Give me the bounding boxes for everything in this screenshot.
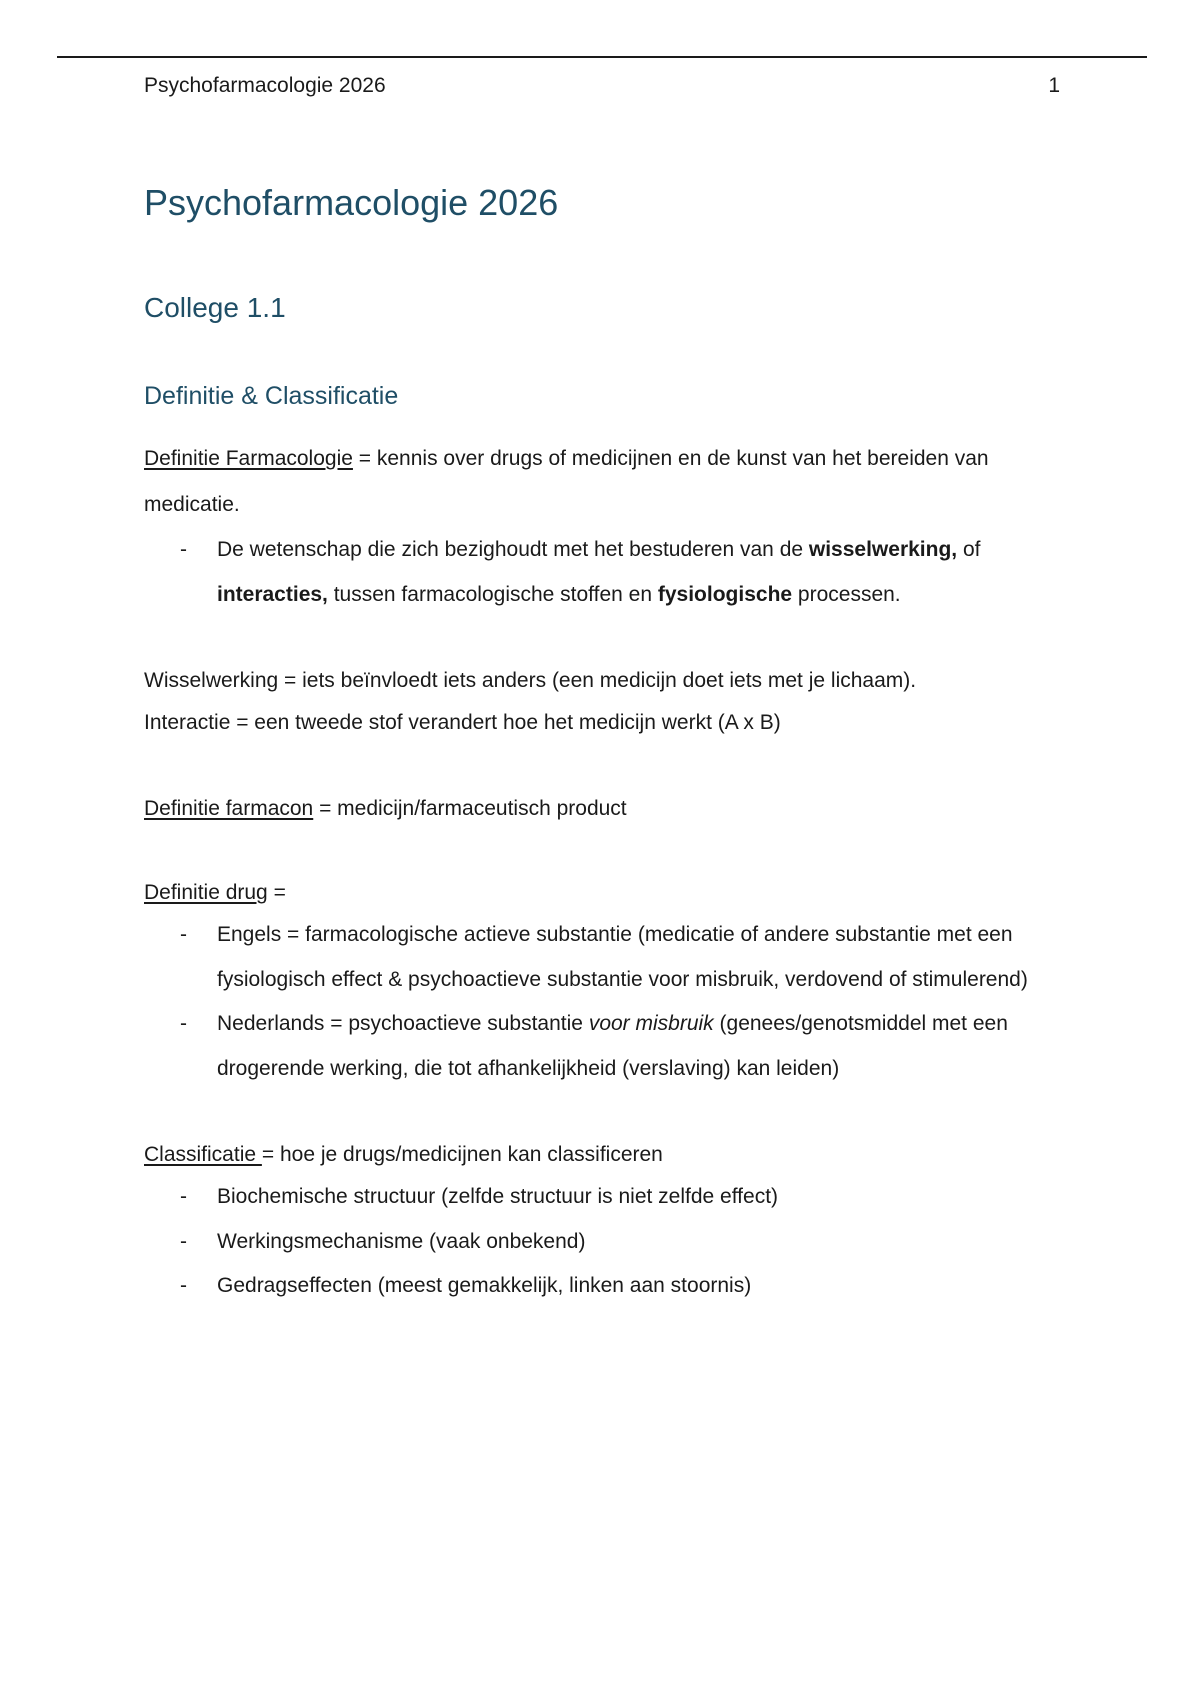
classificatie-text: = hoe je drugs/medicijnen kan classificeren [261, 1143, 663, 1166]
classificatie-list [144, 1175, 1064, 1309]
bold-text: fysiologische [657, 582, 793, 606]
bold-text: interacties, [217, 582, 328, 606]
list-item [217, 1002, 1064, 1091]
section-heading: Definitie & Classificatie [144, 382, 399, 410]
italic-text: voor misbruik [588, 1012, 714, 1035]
bullet-text: tussen farmacologische stoffen en [327, 582, 658, 606]
bullet-text: (genees/genotsmiddel met een drogerende werking, die tot afhankelijkheid (verslaving) kan leiden) [217, 1012, 1008, 1080]
farmacon-definition [144, 789, 1064, 829]
college-heading: College 1.1 [144, 292, 286, 323]
document-title: Psychofarmacologie 2026 [144, 182, 559, 223]
list-item: - Werkingsmechanisme (vaak onbekend) [217, 1220, 1064, 1265]
running-header-title: Psychofarmacologie 2026 [144, 74, 386, 97]
bullet-text: De wetenschap die zich bezighoudt met het bestuderen van de [217, 538, 809, 561]
farmacon-term: Definitie farmacon [144, 797, 314, 820]
spacer [144, 617, 1064, 661]
farmacologie-term: Definitie Farmacologie [144, 447, 353, 470]
classificatie-definition [144, 1135, 1064, 1175]
header-rule [57, 56, 1147, 58]
list-item: - Gedragseffecten (meest gemakkelijk, linken aan stoornis) [217, 1264, 1064, 1309]
drug-text: = [267, 881, 286, 904]
farmacologie-list [144, 528, 1064, 617]
drug-term: Definitie drug [144, 881, 268, 904]
list-item [217, 528, 1064, 617]
bullet-text: of [957, 538, 981, 561]
spacer [144, 1091, 1064, 1135]
farmacologie-text: = kennis over drugs of medicijnen en de kunst van het bereiden van medicatie. [144, 447, 989, 516]
wisselwerking-line: Wisselwerking = iets beïnvloedt iets anders (een medicijn doet iets met je lichaam). [144, 669, 917, 692]
farmacon-text: = medicijn/farmaceutisch product [313, 797, 627, 820]
spacer [144, 745, 1064, 789]
interactie-line: Interactie = een tweede stof verandert hoe het medicijn werkt (A x B) [144, 711, 781, 734]
document-body [144, 180, 1064, 1309]
page-number: 1 [1048, 74, 1060, 97]
list-item: - Engels = farmacologische actieve substantie (medicatie of andere substantie met een fysiologisch effect & psychoactieve substantie voor misbruik, verdovend of stimulerend) [217, 913, 1064, 1002]
bold-text: wisselwerking, [808, 538, 958, 561]
spacer [144, 829, 1064, 873]
bullet-text: Nederlands = psychoactieve substantie [217, 1012, 589, 1035]
classificatie-term: Classificatie [144, 1143, 262, 1166]
farmacologie-definition [144, 436, 1064, 528]
running-header [144, 72, 1060, 100]
drug-list [144, 913, 1064, 1091]
list-item: - Biochemische structuur (zelfde structuur is niet zelfde effect) [217, 1175, 1064, 1220]
drug-definition [144, 873, 1064, 913]
bullet-text: processen. [792, 582, 901, 606]
